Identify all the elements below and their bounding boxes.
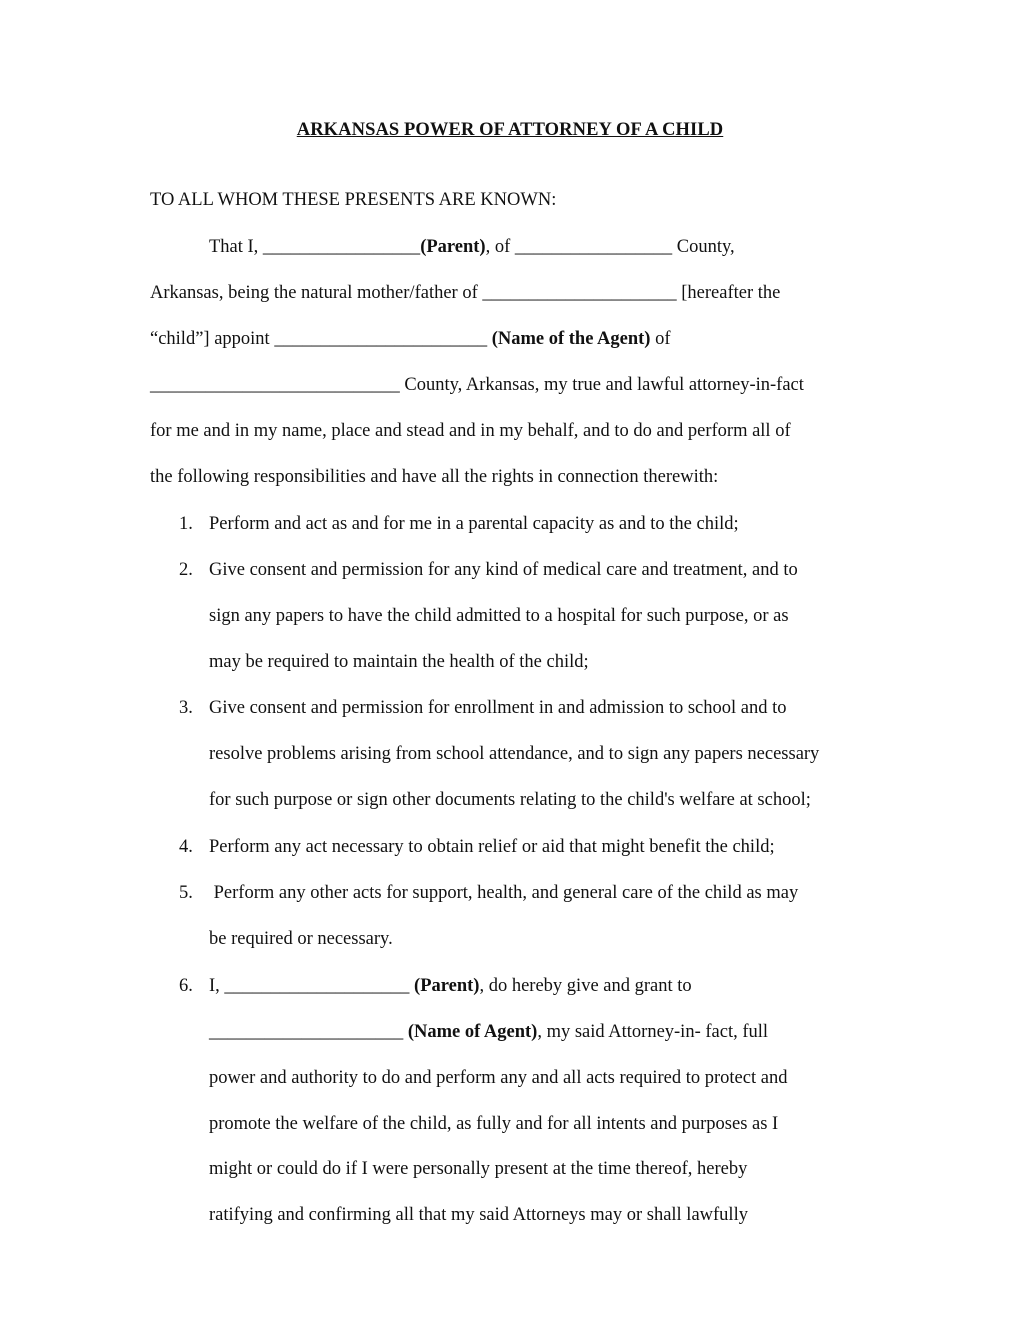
item-5-line-1: Perform any other acts for support, health, and general care of the child as may: [209, 883, 799, 903]
item-5-line-2: be required or necessary.: [209, 929, 393, 949]
item-2-line-1: Give consent and permission for any kind of medical care and treatment, and to: [209, 560, 798, 580]
parent-blank-text: That I, _________________: [209, 237, 421, 257]
item-6-attorney-text: , my said Attorney-in- fact, full: [537, 1022, 769, 1042]
item-3-line-1: Give consent and permission for enrollment in and admission to school and to: [209, 698, 787, 718]
item-number-2: 2.: [179, 560, 193, 580]
preamble-line-4: ___________________________ County, Arkansas, my true and lawful attorney-in-fact: [150, 375, 804, 395]
item-number-1: 1.: [179, 514, 193, 534]
item-6-line-6: ratifying and confirming all that my said Attorneys may or shall lawfully: [209, 1205, 748, 1225]
preamble-line-5: for me and in my name, place and stead and in my behalf, and to do and perform all of: [150, 421, 791, 441]
item-6-line-2: [209, 1021, 768, 1043]
preamble-line-6: the following responsibilities and have all the rights in connection therewith:: [150, 467, 719, 487]
item-6-parent-blank: I, ____________________: [209, 976, 415, 996]
item-1-text: Perform and act as and for me in a parental capacity as and to the child;: [209, 514, 739, 534]
item-6-grant-text: , do hereby give and grant to: [479, 976, 692, 996]
item-2-line-3: may be required to maintain the health of the child;: [209, 652, 589, 672]
county-blank-text: , of _________________ County,: [485, 237, 735, 257]
item-2-line-2: sign any papers to have the child admitted to a hospital for such purpose, or as: [209, 606, 789, 626]
item-number-5: 5.: [179, 883, 193, 903]
preamble-line-2: Arkansas, being the natural mother/father of _____________________ [hereafter the: [150, 283, 781, 303]
item-number-3: 3.: [179, 698, 193, 718]
preamble-line-1: [209, 236, 735, 258]
of-text: of: [650, 329, 671, 349]
item-6-line-3: power and authority to do and perform any and all acts required to protect and: [209, 1068, 788, 1088]
parent-label: (Parent): [420, 237, 486, 257]
item-6-parent-label: (Parent): [414, 976, 480, 996]
preamble-line-3: [150, 328, 671, 350]
item-number-4: 4.: [179, 837, 193, 857]
document-title: ARKANSAS POWER OF ATTORNEY OF A CHILD: [296, 120, 724, 140]
item-3-line-3: for such purpose or sign other documents relating to the child's welfare at school;: [209, 790, 811, 810]
item-6-line-1: [209, 975, 692, 997]
agent-blank-text: “child”] appoint _______________________: [150, 329, 492, 349]
item-6-agent-blank: _____________________: [209, 1022, 408, 1042]
salutation: TO ALL WHOM THESE PRESENTS ARE KNOWN:: [150, 190, 557, 210]
item-6-agent-label: (Name of Agent): [407, 1022, 538, 1042]
item-6-line-5: might or could do if I were personally present at the time thereof, hereby: [209, 1159, 748, 1179]
item-4-text: Perform any act necessary to obtain relief or aid that might benefit the child;: [209, 837, 775, 857]
item-6-line-4: promote the welfare of the child, as fully and for all intents and purposes as I: [209, 1114, 779, 1134]
agent-label: (Name of the Agent): [491, 329, 651, 349]
item-3-line-2: resolve problems arising from school attendance, and to sign any papers necessary: [209, 744, 820, 764]
item-number-6: 6.: [179, 976, 193, 996]
